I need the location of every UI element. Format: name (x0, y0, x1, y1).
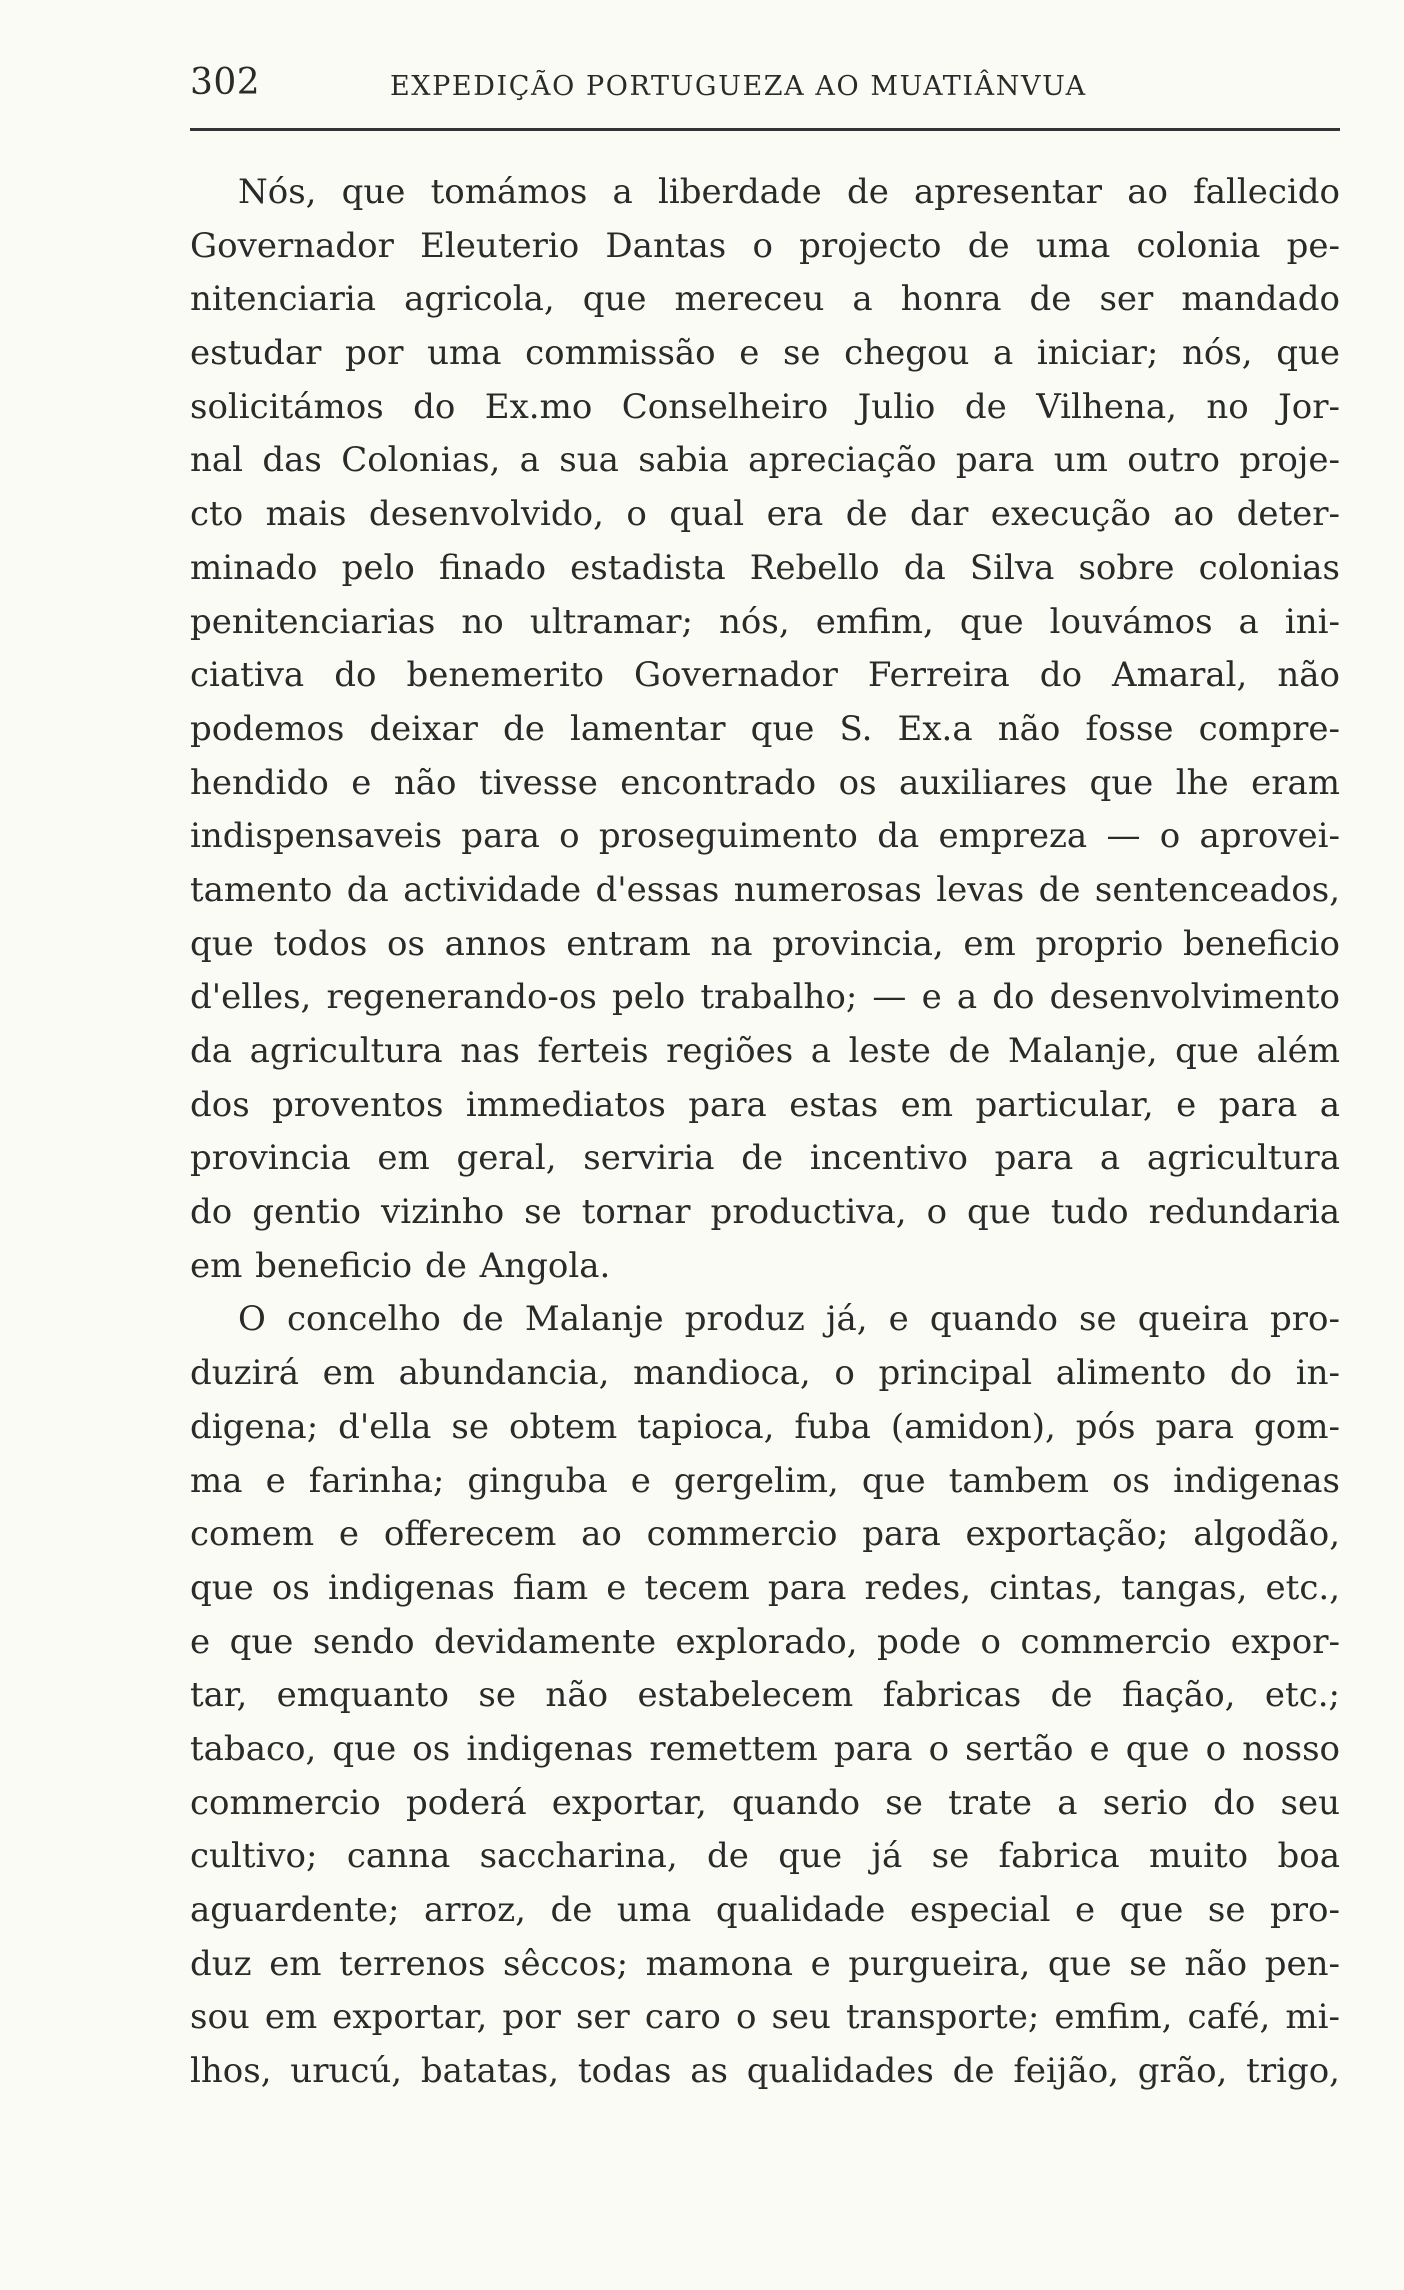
text-line: provincia em geral, serviria de incentivo para a agricultura (190, 1138, 1340, 1179)
text-line: hendido e não tivesse encontrado os auxiliares que lhe eram (190, 762, 1340, 803)
text-line: aguardente; arroz, de uma qualidade especial e que se pro- (190, 1890, 1340, 1930)
text-line: dos proventos immediatos para estas em particular, e para a (190, 1084, 1340, 1125)
text-line: minado pelo finado estadista Rebello da Silva sobre colonias (190, 547, 1340, 588)
text-line: ma e farinha; ginguba e gergelim, que tambem os indigenas (190, 1460, 1340, 1501)
text-line: sou em exportar, por ser caro o seu transporte; emfim, café, mi- (190, 1997, 1340, 2038)
text-line: comem e offerecem ao commercio para exportação; algodão, (190, 1514, 1340, 1555)
text-line: tar, emquanto se não estabelecem fabricas de fiação, etc.; (190, 1675, 1340, 1716)
text-line: tabaco, que os indigenas remettem para o sertão e que o nosso (190, 1728, 1340, 1769)
text-line: penitenciarias no ultramar; nós, emfim, que louvámos a ini- (190, 601, 1340, 642)
page-header (190, 62, 1340, 122)
text-line: que os indigenas fiam e tecem para redes, cintas, tangas, etc., (190, 1567, 1340, 1608)
text-line: indispensaveis para o proseguimento da empreza — o aprovei- (190, 816, 1340, 857)
header-rule (190, 128, 1340, 131)
text-line: duzirá em abundancia, mandioca, o principal alimento do in- (190, 1353, 1340, 1394)
text-line: e que sendo devidamente explorado, pode o commercio expor- (190, 1621, 1340, 1662)
text-line: podemos deixar de lamentar que S. Ex.a não fosse compre- (190, 708, 1340, 749)
paragraph-1 (190, 166, 1340, 1293)
running-title: EXPEDIÇÃO PORTUGUEZA AO MUATIÂNVUA (390, 71, 1087, 102)
text-line: da agricultura nas ferteis regiões a leste de Malanje, que além (190, 1031, 1340, 1071)
body-text (190, 166, 1340, 2099)
text-line: ciativa do benemerito Governador Ferreira do Amaral, não (190, 655, 1340, 696)
text-line: duz em terrenos sêccos; mamona e purgueira, que se não pen- (190, 1943, 1340, 1984)
text-line: tamento da actividade d'essas numerosas levas de sentenceados, (190, 869, 1340, 910)
text-line: cultivo; canna saccharina, de que já se fabrica muito boa (190, 1836, 1340, 1877)
text-line: commercio poderá exportar, quando se trate a serio do seu (190, 1782, 1340, 1823)
text-line: em beneficio de Angola. (190, 1245, 611, 1286)
text-line: Nós, que tomámos a liberdade de apresentar ao fallecido (238, 172, 1340, 212)
text-line: nitenciaria agricola, que mereceu a honra de ser mandado (190, 279, 1340, 320)
text-line: nal das Colonias, a sua sabia apreciação para um outro proje- (190, 440, 1340, 481)
text-line: digena; d'ella se obtem tapioca, fuba (amidon), pós para gom- (190, 1406, 1340, 1447)
text-line: solicitámos do Ex.mo Conselheiro Julio de Vilhena, no Jor- (190, 386, 1340, 427)
text-line: cto mais desenvolvido, o qual era de dar execução ao deter- (190, 494, 1340, 535)
paragraph-2 (190, 1293, 1340, 2098)
text-line: d'elles, regenerando-os pelo trabalho; — e a do desenvolvimento (190, 977, 1340, 1018)
text-line: estudar por uma commissão e se chegou a iniciar; nós, que (190, 333, 1340, 374)
text-line: Governador Eleuterio Dantas o projecto de uma colonia pe- (190, 225, 1340, 266)
text-line: que todos os annos entram na provincia, em proprio beneficio (190, 923, 1340, 964)
text-line: lhos, urucú, batatas, todas as qualidades de feijão, grão, trigo, (190, 2051, 1340, 2092)
page-number: 302 (190, 62, 261, 103)
text-line: do gentio vizinho se tornar productiva, o que tudo redundaria (190, 1192, 1340, 1233)
text-line: O concelho de Malanje produz já, e quando se queira pro- (238, 1299, 1340, 1340)
